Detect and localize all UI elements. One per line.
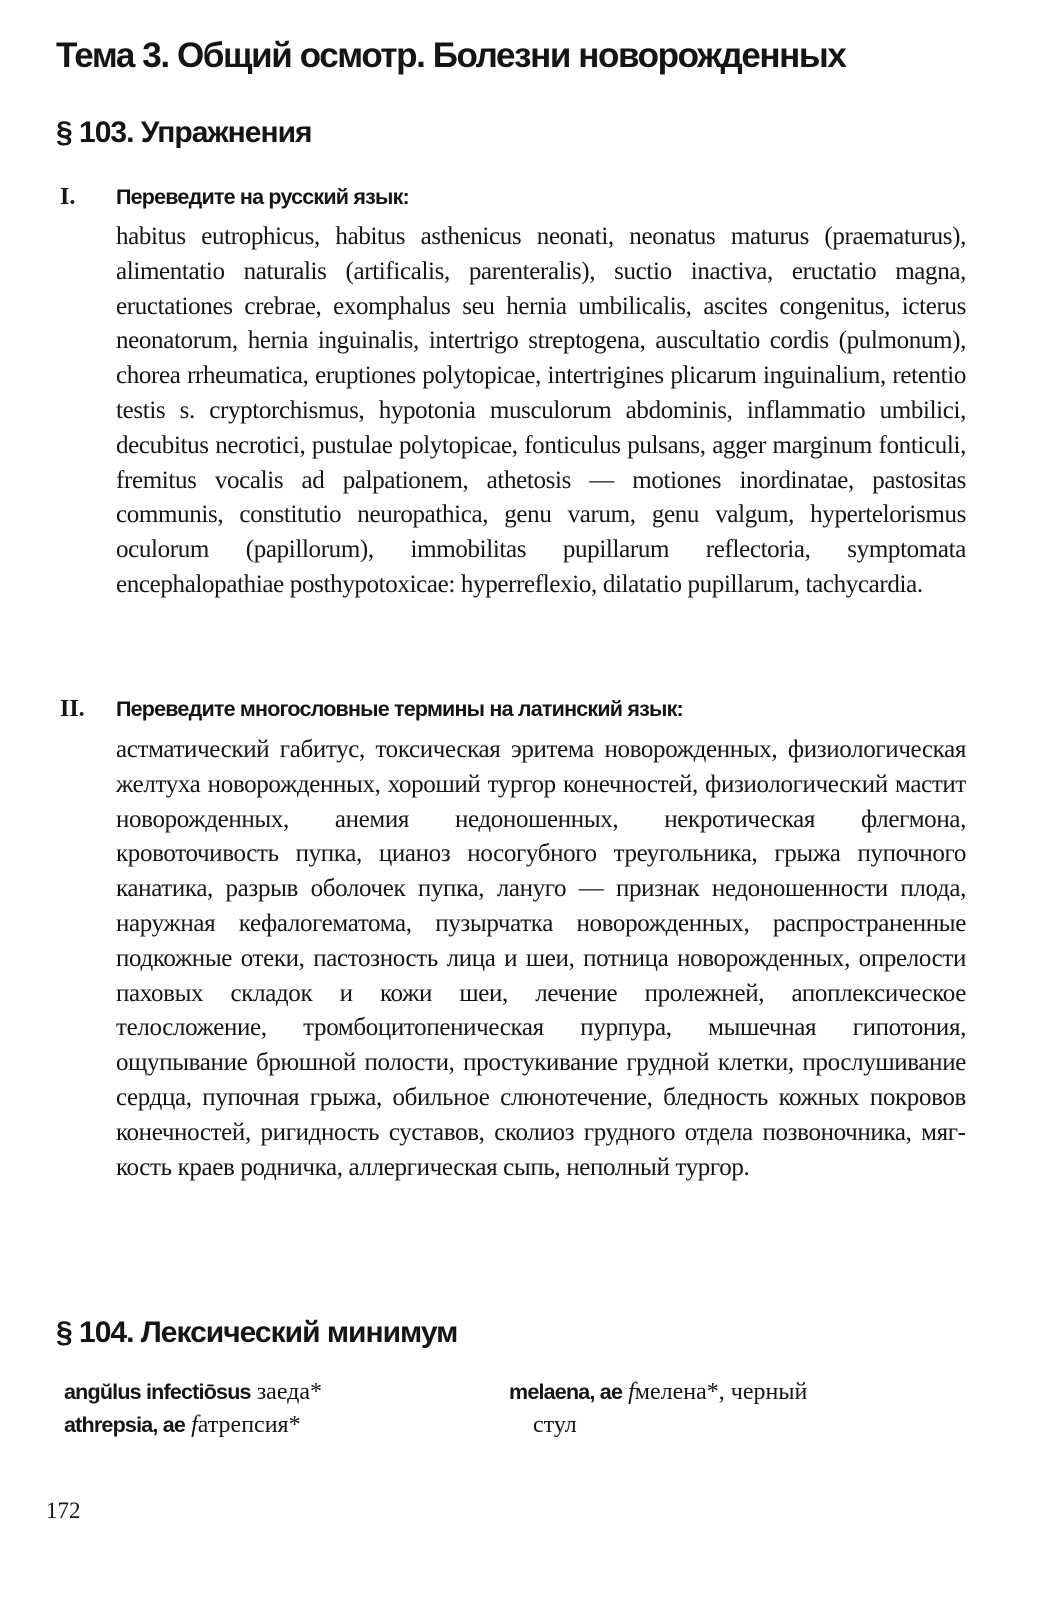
vocabulary-term: angŭlus infectiōsus	[64, 1380, 251, 1404]
vocabulary-entry	[64, 1409, 494, 1442]
topic-title: Тема 3. Общий осмотр. Болезни новорожденных	[56, 36, 846, 75]
vocabulary-gender: f	[191, 1412, 198, 1438]
section-heading-104: § 104. Лексический минимум	[56, 1316, 458, 1349]
exercise-number: II.	[60, 696, 85, 722]
exercise-number: I.	[60, 184, 76, 210]
vocabulary-entry	[509, 1376, 969, 1442]
vocabulary-column-right	[509, 1376, 969, 1442]
exercise-text: астматический габитус, токсическая эритема новорожденных, физиологическая желтуха новорожденных, хороший тургор конечностей, физиологический мастит новорожденных, анемия недоношенных, некротическая флегмона, кровоточивость пупка, цианоз носогубного треугольника, грыжа пупочного канатика, разрыв оболочек пупка, лануго — признак недоношенности плода, наружная кефалогематома, пузырчатка новорожденных, распространенные подкожные отеки, пастозность лица и шеи, потница новорожденных, опрелости паховых складок и кожи шеи, лечение пролежней, апоплексическое телосложение, тромбоцитопеническая пурпура, мышечная гипотония, ощупывание брюшной полости, простукивание грудной клетки, прослушивание сердца, пупочная грыжа, обильное слюнотечение, бледность кожных покровов конечностей, ригидность суставов, сколиоз грудного отдела позвоночника, мягкость краев родничка, аллергическая сыпь, неполный тургор.	[116, 736, 966, 1181]
vocabulary-translation-continued: стул	[533, 1412, 577, 1438]
vocabulary-translation: заеда*	[256, 1379, 323, 1405]
vocabulary-column-left	[64, 1376, 494, 1442]
vocabulary-translation: атрепсия*	[197, 1412, 301, 1438]
section-heading-103: § 103. Упражнения	[56, 116, 312, 149]
page-number: 172	[46, 1498, 81, 1523]
exercise-instruction: Переведите на русский язык:	[116, 185, 409, 209]
vocabulary-list	[64, 1376, 964, 1456]
exercise-instruction: Переведите многословные термины на латинский язык:	[116, 697, 683, 721]
vocabulary-term: athrepsia, ae	[64, 1413, 186, 1437]
vocabulary-translation: мелена*, черный	[634, 1379, 808, 1405]
vocabulary-term: melaena, ae	[509, 1380, 623, 1404]
vocabulary-gender: f	[628, 1379, 635, 1405]
exercise-text: habitus eutrophicus, habitus asthenicus neonati, neonatus maturus (praematurus), alimentatio naturalis (artificalis, parenteralis), suctio inactiva, eructatio magna, eructationes crebrae, exomphalus seu hernia umbilicalis, ascites congenitus, icterus neonatorum, hernia inguinalis, intertrigo streptogena, auscultatio cordis (pulmonum), chorea rrheumatica, eruptiones polytopicae, intertrigines plicarum inguinalium, retentio testis s. cryptorchismus, hypotonia musculorum abdominis, inflammatio umbilici, decubitus necrotici, pustulae polytopicae, fonticulus pulsans, agger marginum fonticuli, fremitus vocalis ad palpationem, athetosis — motiones inordinatae, pastositas communis, constitutio neuropathica, genu varum, genu valgum, hypertelorismus oculorum (papillorum), immobilitas pupillarum reflectoria, symptomata encephalopathiae posthypotoxicae: hyperreflexio, dilatatio pupillarum, tachycardia.	[116, 223, 966, 598]
vocabulary-entry	[64, 1376, 494, 1409]
